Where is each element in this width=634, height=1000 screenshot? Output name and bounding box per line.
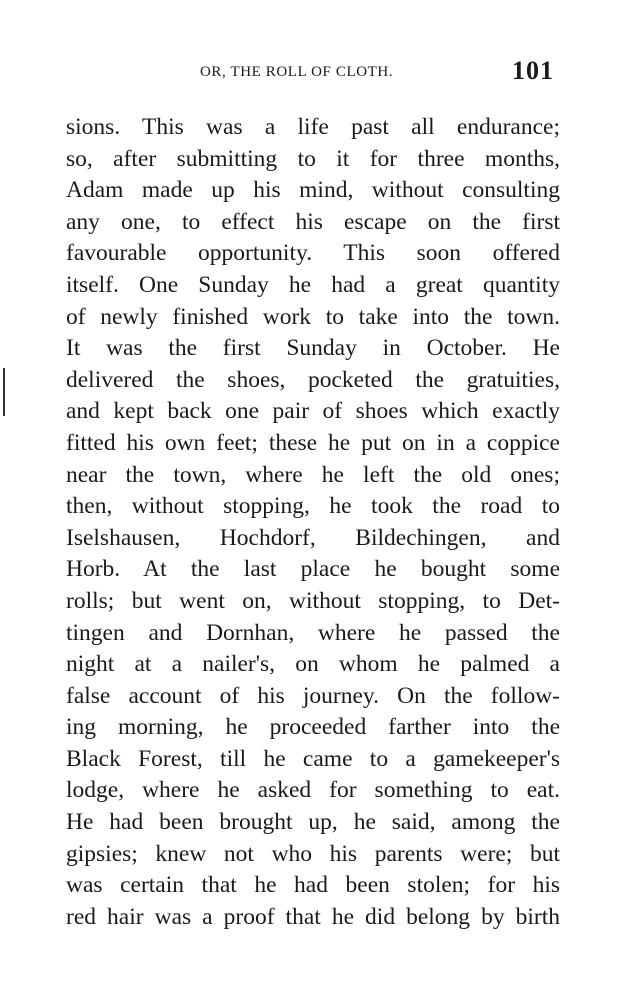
text-line: any one, to effect his escape on the first: [66, 208, 560, 235]
text-line: night at a nailer's, on whom he palmed a: [66, 651, 560, 678]
text-line: delivered the shoes, pocketed the gratuities,: [66, 366, 560, 393]
text-line: Adam made up his mind, without consulting: [66, 177, 560, 204]
text-line: of newly finished work to take into the town.: [66, 303, 560, 330]
text-line: sions. This was a life past all endurance;: [66, 114, 560, 140]
text-line: then, without stopping, he took the road to: [66, 493, 560, 520]
text-line: near the town, where he left the old ones;: [66, 461, 560, 488]
text-line: lodge, where he asked for something to eat.: [66, 777, 560, 804]
text-line: so, after submitting to it for three months,: [66, 145, 560, 172]
text-line: and kept back one pair of shoes which exactly: [66, 398, 560, 425]
text-line: false account of his journey. On the follow-: [66, 682, 560, 709]
text-line: He had been brought up, he said, among the: [66, 809, 560, 836]
text-line: Iselshausen, Hochdorf, Bildechingen, and: [66, 524, 560, 551]
text-line: favourable opportunity. This soon offered: [66, 240, 560, 267]
text-line: Black Forest, till he came to a gamekeeper's: [66, 745, 560, 772]
margin-mark: [3, 368, 5, 416]
text-line: red hair was a proof that he did belong by birth: [66, 903, 560, 930]
text-line: itself. One Sunday he had a great quantity: [66, 271, 560, 298]
text-line: ing morning, he proceeded farther into the: [66, 714, 560, 741]
text-line: gipsies; knew not who his parents were; but: [66, 840, 560, 867]
body-text: [66, 112, 560, 933]
text-line: It was the first Sunday in October. He: [66, 335, 560, 362]
text-line: tingen and Dornhan, where he passed the: [66, 619, 560, 646]
text-line: rolls; but went on, without stopping, to Det-: [66, 587, 560, 614]
running-head: OR, THE ROLL OF CLOTH.: [200, 64, 394, 80]
text-line: fitted his own feet; these he put on in a coppice: [66, 429, 560, 456]
text-line: was certain that he had been stolen; for his: [66, 872, 560, 899]
page-number: 101: [512, 56, 554, 85]
text-line: Horb. At the last place he bought some: [66, 556, 560, 583]
